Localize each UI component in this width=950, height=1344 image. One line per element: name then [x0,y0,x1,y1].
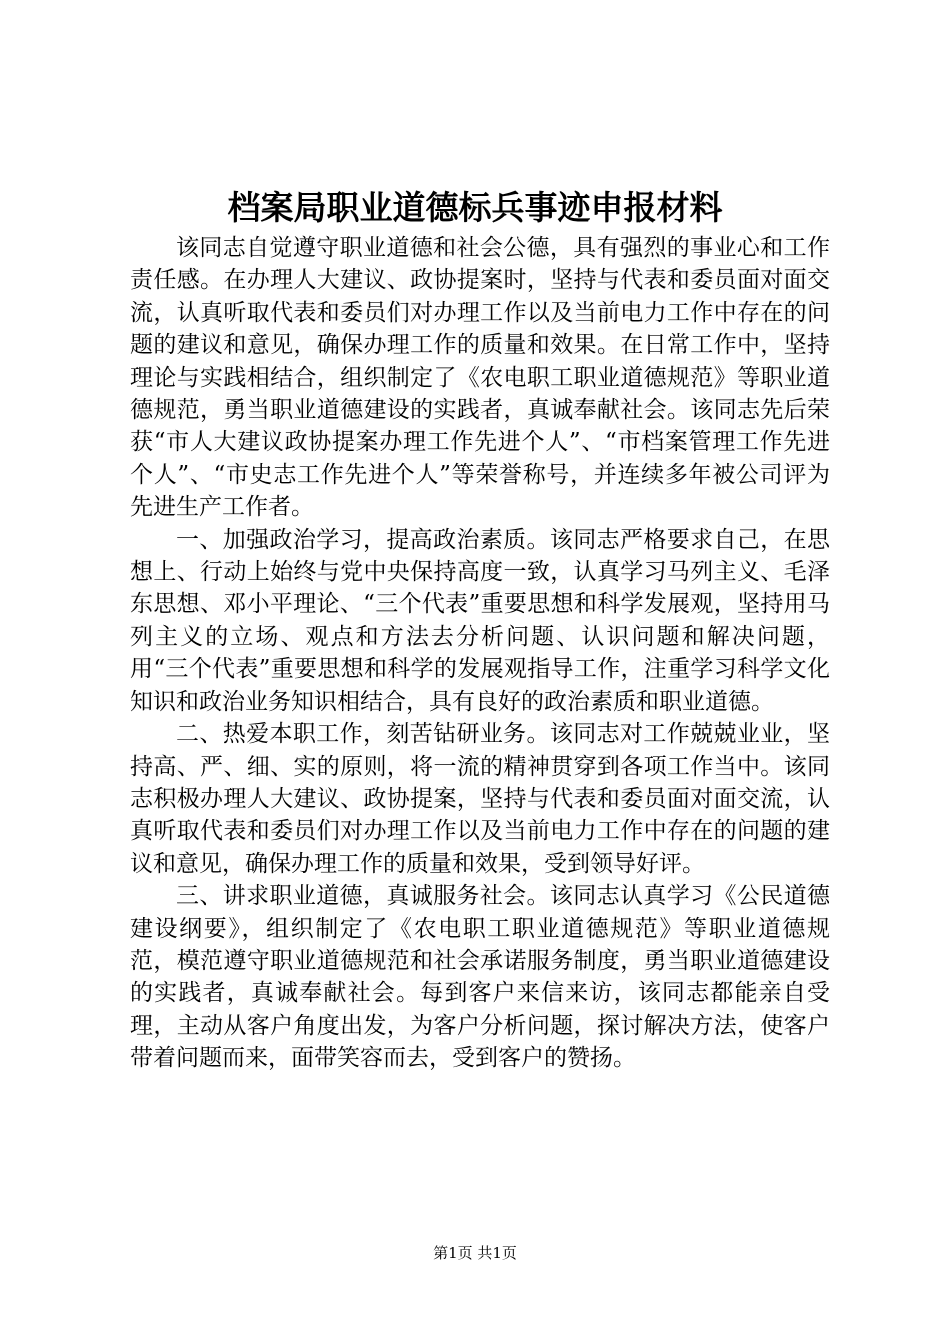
paragraph-intro: 该同志自觉遵守职业道德和社会公德，具有强烈的事业心和工作责任感。在办理人大建议、政协提案时，坚持与代表和委员面对面交流，认真听取代表和委员们对办理工作以及当前电力工作中存在的问题的建议和意见，确保办理工作的质量和效果。在日常工作中，坚持理论与实践相结合，组织制定了《农电职工职业道德规范》等职业道德规范，勇当职业道德建设的实践者，真诚奉献社会。该同志先后荣获“市人大建议政协提案办理工作先进个人”、“市档案管理工作先进个人”、“市史志工作先进个人”等荣誉称号，并连续多年被公司评为先进生产工作者。 [130,235,830,521]
document-title: 档案局职业道德标兵事迹申报材料 [227,188,723,227]
paragraph-section-1: 一、加强政治学习，提高政治素质。该同志严格要求自己，在思想上、行动上始终与党中央保持高度一致，认真学习马列主义、毛泽东思想、邓小平理论、“三个代表”重要思想和科学发展观，坚持用马列主义的立场、观点和方法去分析问题、认识问题和解决问题，用“三个代表”重要思想和科学的发展观指导工作，注重学习科学文化知识和政治业务知识相结合，具有良好的政治素质和职业道德。 [130,526,830,715]
paragraph-section-2: 二、热爱本职工作，刻苦钻研业务。该同志对工作兢兢业业，坚持高、严、细、实的原则，将一流的精神贯穿到各项工作当中。该同志积极办理人大建议、政协提案，坚持与代表和委员面对面交流，认真听取代表和委员们对办理工作以及当前电力工作中存在的问题的建议和意见，确保办理工作的质量和效果，受到领导好评。 [130,721,830,877]
document-body [130,232,830,1075]
paragraph-section-3: 三、讲求职业道德，真诚服务社会。该同志认真学习《公民道德建设纲要》，组织制定了《农电职工职业道德规范》等职业道德规范，模范遵守职业道德规范和社会承诺服务制度，勇当职业道德建设的实践者，真诚奉献社会。每到客户来信来访，该同志都能亲自受理，主动从客户角度出发，为客户分析问题，探讨解决方法，使客户带着问题而来，面带笑容而去，受到客户的赞扬。 [130,883,830,1072]
page-footer: 第1页 共1页 [433,1244,517,1262]
